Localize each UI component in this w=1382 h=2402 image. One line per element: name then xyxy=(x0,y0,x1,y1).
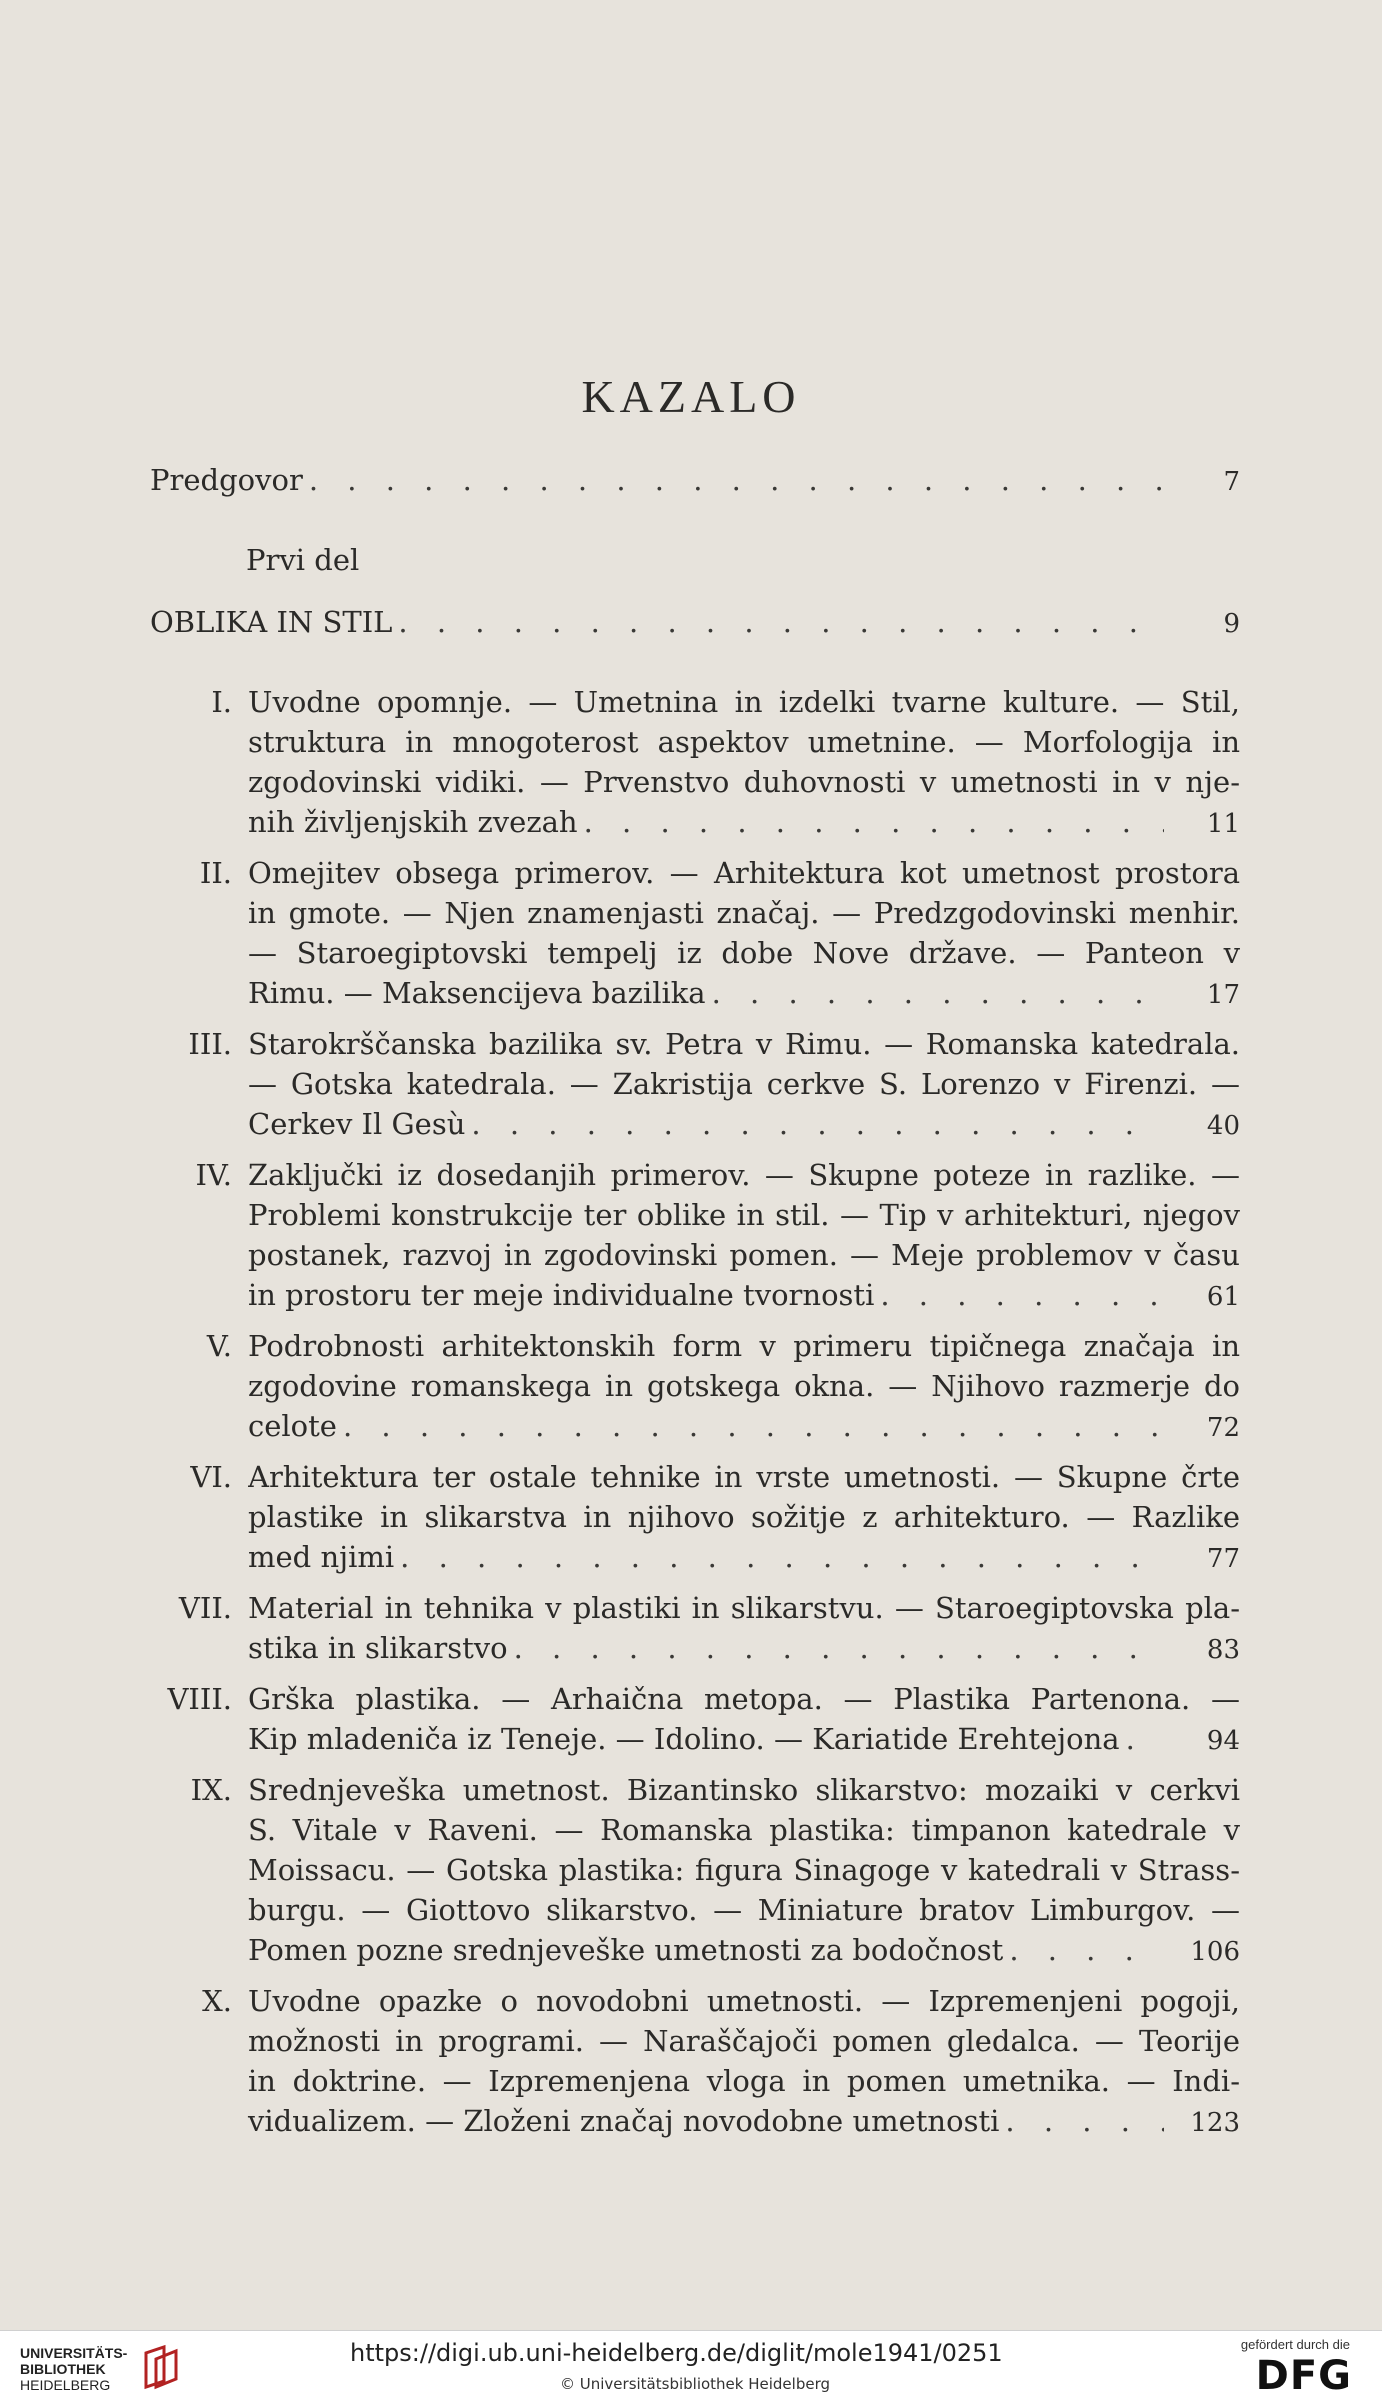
toc-entry-body xyxy=(248,1326,1240,1446)
toc-entry-number: II. xyxy=(199,856,232,890)
toc-entry-line: plastike in slikarstva in njihovo sožitje z arhitekturo. — Razlike xyxy=(248,1500,1240,1534)
toc-entry-line: S. Vitale v Raveni. — Romanska plastika: timpanon katedrale v xyxy=(248,1813,1240,1847)
toc-entry xyxy=(150,1326,1240,1446)
toc-part-title-page: 9 xyxy=(1223,609,1240,639)
toc-entry-last-line: nih življenjskih zvezah xyxy=(248,805,578,839)
toc-entry-number: IX. xyxy=(190,1773,232,1807)
toc-entry xyxy=(150,853,1240,1013)
toc-entry xyxy=(150,1024,1240,1144)
toc-part-title xyxy=(150,602,1240,642)
dot-leader xyxy=(398,602,1164,642)
toc-entry-line: možnosti in programi. — Naraščajoči pomen gledalca. — Teorije xyxy=(248,2024,1240,2058)
toc-preface-label: Predgovor xyxy=(150,463,303,497)
toc-entry-line: — Staroegiptovski tempelj iz dobe Nove države. — Panteon v xyxy=(248,936,1240,970)
toc-entry xyxy=(150,682,1240,842)
document-url-link[interactable]: https://digi.ub.uni-heidelberg.de/diglit/mole1941/0251 xyxy=(350,2339,1003,2367)
toc-entry-line: in gmote. — Njen znamenjasti značaj. — Predzgodovinski menhir. xyxy=(248,896,1240,930)
library-name-line1: UNIVERSITÄTS- xyxy=(20,2345,128,2361)
part-heading: Prvi del xyxy=(246,543,360,577)
toc-entry-body xyxy=(248,1024,1240,1144)
toc-entry-last-line: stika in slikarstvo xyxy=(248,1631,508,1665)
toc-entry-line: zgodovine romanskega in gotskega okna. — Njihovo razmerje do xyxy=(248,1369,1240,1403)
toc-entry-page: 72 xyxy=(1206,1413,1240,1443)
library-logo[interactable] xyxy=(20,2345,127,2393)
toc-entry-line: Moissacu. — Gotska plastika: figura Sinagoge v katedrali v Strass- xyxy=(248,1853,1240,1887)
toc-entry-page: 40 xyxy=(1206,1111,1240,1141)
toc-entry-body xyxy=(248,1155,1240,1315)
toc-entry-line: Uvodne opomnje. — Umetnina in izdelki tvarne kulture. — Stil, xyxy=(248,685,1240,719)
toc-entry-number: III. xyxy=(188,1027,232,1061)
dot-leader xyxy=(584,802,1164,842)
toc-entry-line: burgu. — Giottovo slikarstvo. — Miniature bratov Limburgov. — xyxy=(248,1893,1240,1927)
toc-entry-line: Grška plastika. — Arhaična metopa. — Plastika Partenona. — xyxy=(248,1682,1240,1716)
toc-entry-body xyxy=(248,1770,1240,1970)
library-name-line2: BIBLIOTHEK xyxy=(20,2361,106,2377)
toc-entry-page: 106 xyxy=(1190,1937,1240,1967)
toc-part-title-label: OBLIKA IN STIL xyxy=(150,605,393,639)
copyright-text: © Universitätsbibliothek Heidelberg xyxy=(560,2375,831,2393)
page-title: KAZALO xyxy=(581,371,801,422)
toc-entry-number: V. xyxy=(206,1329,232,1363)
toc-entry-last-line: in prostoru ter meje individualne tvornosti xyxy=(248,1278,875,1312)
library-name-line3: HEIDELBERG xyxy=(20,2377,111,2393)
dot-leader xyxy=(400,1537,1164,1577)
toc-entry-line: Material in tehnika v plastiki in slikarstvu. — Staroegiptovska pla- xyxy=(248,1591,1240,1625)
toc-preface-page: 7 xyxy=(1223,467,1240,497)
toc-entry-last-line: celote xyxy=(248,1409,337,1443)
toc-entry-body xyxy=(248,1679,1240,1759)
toc-entry-line: — Gotska katedrala. — Zakristija cerkve S. Lorenzo v Firenzi. — xyxy=(248,1067,1240,1101)
dot-leader xyxy=(712,973,1164,1013)
toc-entry-page: 11 xyxy=(1206,809,1240,839)
toc-entry-body xyxy=(248,1457,1240,1577)
toc-entry xyxy=(150,1457,1240,1577)
toc-entry-line: Podrobnosti arhitektonskih form v primeru tipičnega značaja in xyxy=(248,1329,1240,1363)
toc-entry-line: struktura in mnogoterost aspektov umetnine. — Morfologija in xyxy=(248,725,1240,759)
toc-entry-number: I. xyxy=(211,685,232,719)
toc-entry-line: in doktrine. — Izpremenjena vloga in pomen umetnika. — Indi- xyxy=(248,2064,1240,2098)
toc-entry-line: Zaključki iz dosedanjih primerov. — Skupne poteze in razlike. — xyxy=(248,1158,1240,1192)
toc-entry-line: Problemi konstrukcije ter oblike in stil. — Tip v arhitekturi, njegov xyxy=(248,1198,1240,1232)
toc-entry-line: postanek, razvoj in zgodovinski pomen. — Meje problemov v času xyxy=(248,1238,1240,1272)
toc-entry-page: 94 xyxy=(1206,1726,1240,1756)
toc-entry xyxy=(150,1770,1240,1970)
toc-entry xyxy=(150,1679,1240,1759)
dot-leader xyxy=(880,1275,1164,1315)
toc-entry-last-line: vidualizem. — Zloženi značaj novodobne umetnosti xyxy=(248,2104,1000,2138)
toc-entry-last-line: Kip mladeniča iz Teneje. — Idolino. — Kariatide Erehtejona xyxy=(248,1722,1120,1756)
toc-entry-body xyxy=(248,1981,1240,2141)
funding-note: gefördert durch die xyxy=(1240,2337,1350,2352)
toc-preface xyxy=(150,460,1240,500)
toc-entry-line: Arhitektura ter ostale tehnike in vrste umetnosti. — Skupne črte xyxy=(248,1460,1240,1494)
dfg-logo[interactable]: DFG xyxy=(1255,2353,1352,2399)
toc-entry-body xyxy=(248,1588,1240,1668)
toc-entry-body xyxy=(248,682,1240,842)
dot-leader xyxy=(471,1104,1164,1144)
toc-entry-line: Starokrščanska bazilika sv. Petra v Rimu. — Romanska katedrala. xyxy=(248,1027,1240,1061)
toc-entry-last-line: Rimu. — Maksencijeva bazilika xyxy=(248,976,706,1010)
dot-leader xyxy=(514,1628,1164,1668)
dot-leader xyxy=(309,460,1164,500)
dot-leader xyxy=(1126,1719,1164,1759)
toc-entry-line: Omejitev obsega primerov. — Arhitektura kot umetnost prostora xyxy=(248,856,1240,890)
toc-entry-line: zgodovinski vidiki. — Prvenstvo duhovnosti v umetnosti in v nje- xyxy=(248,765,1240,799)
toc-entry-last-line: Cerkev Il Gesù xyxy=(248,1107,466,1141)
toc-entry xyxy=(150,1981,1240,2141)
toc-entry-number: VII. xyxy=(178,1591,232,1625)
dot-leader xyxy=(1009,1930,1164,1970)
toc-entry-line: Uvodne opazke o novodobni umetnosti. — Izpremenjeni pogoji, xyxy=(248,1984,1240,2018)
toc-entry-page: 17 xyxy=(1206,980,1240,1010)
toc-entry-body xyxy=(248,853,1240,1013)
toc-entry-page: 77 xyxy=(1206,1544,1240,1574)
dot-leader xyxy=(1005,2101,1164,2141)
dot-leader xyxy=(343,1406,1164,1446)
footer-bar xyxy=(0,2330,1382,2402)
toc-entry xyxy=(150,1155,1240,1315)
toc-entry xyxy=(150,1588,1240,1668)
library-mark-icon xyxy=(142,2343,188,2391)
toc-entry-last-line: Pomen pozne srednjeveške umetnosti za bodočnost xyxy=(248,1933,1004,1967)
toc-entry-number: VIII. xyxy=(167,1682,232,1716)
toc-entry-page: 123 xyxy=(1190,2108,1240,2138)
toc-entry-page: 61 xyxy=(1206,1282,1240,1312)
toc-entry-number: X. xyxy=(202,1984,232,2018)
toc-entry-last-line: med njimi xyxy=(248,1540,395,1574)
toc-entry-number: IV. xyxy=(195,1158,232,1192)
toc-entry-line: Srednjeveška umetnost. Bizantinsko slikarstvo: mozaiki v cerkvi xyxy=(248,1773,1240,1807)
toc-entry-number: VI. xyxy=(190,1460,232,1494)
toc-entry-page: 83 xyxy=(1206,1635,1240,1665)
